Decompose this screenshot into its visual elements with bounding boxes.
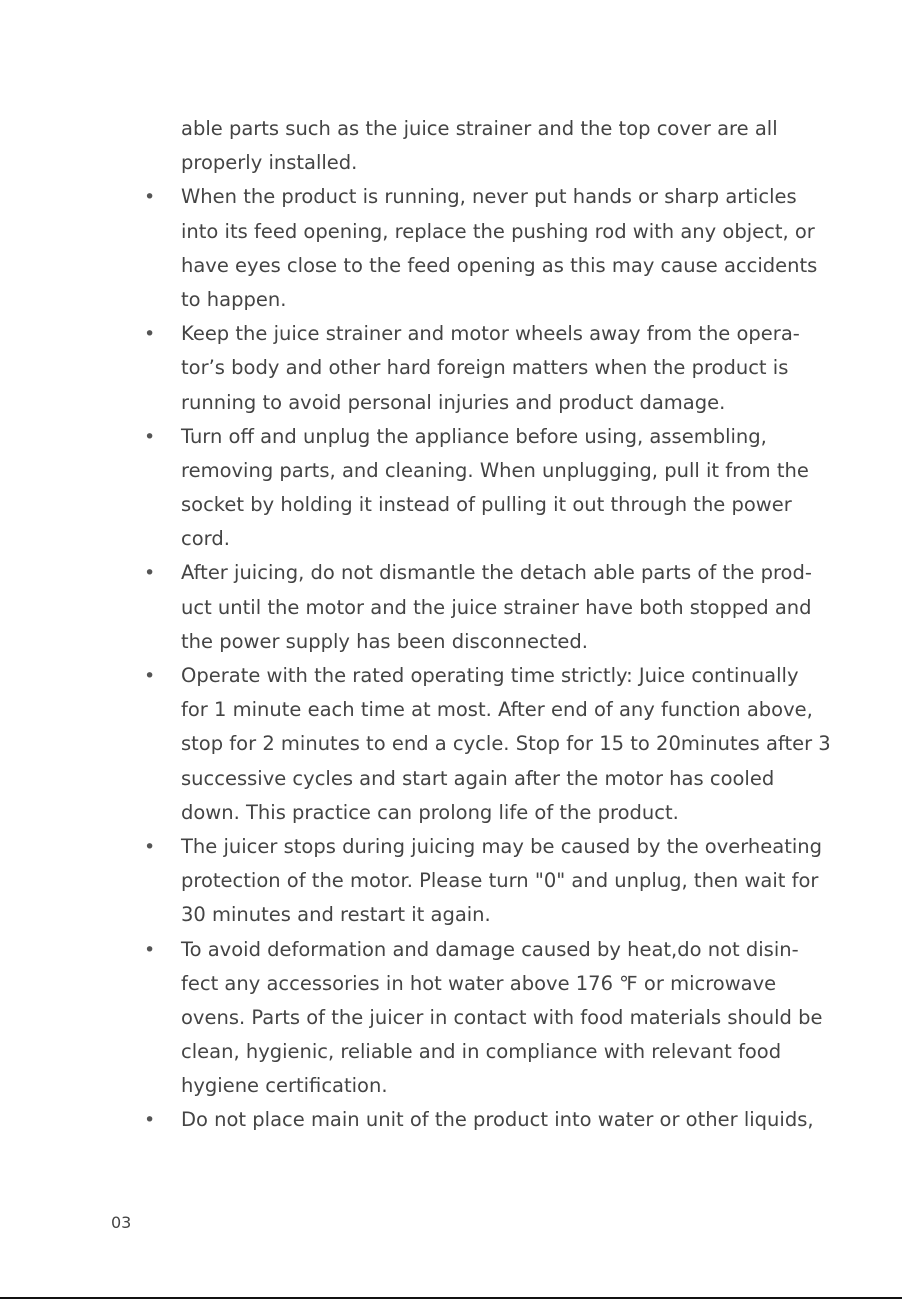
bullet-icon: •	[144, 562, 156, 585]
line-text: To avoid deformation and damage caused by heat,do not disin-	[181, 937, 799, 961]
bullet-icon: •	[144, 835, 156, 858]
line-text: Operate with the rated operating time strictly: Juice continually	[181, 664, 799, 687]
line-text: ovens. Parts of the juicer in contact with food materials should be	[181, 1005, 823, 1029]
line-text: have eyes close to the feed opening as this may cause accidents	[181, 253, 818, 277]
line-text: protection of the motor. Please turn "0" and unplug, then wait for	[181, 869, 819, 893]
line-text: Keep the juice strainer and motor wheels away from the opera-	[181, 322, 800, 346]
line-text: Turn off and unplug the appliance before using, assembling,	[181, 424, 767, 448]
line-text: After juicing, do not dismantle the detach able parts of the prod-	[181, 561, 812, 585]
line-text: 30 minutes and restart it again.	[181, 903, 491, 927]
bullet-line	[144, 830, 871, 864]
bullet-icon: •	[144, 938, 156, 961]
line-text: to happen.	[181, 287, 287, 311]
line-text: hygiene certification.	[181, 1074, 388, 1098]
line-text: properly installed.	[181, 151, 358, 175]
bullet-line	[144, 1103, 871, 1137]
text-line	[181, 898, 871, 932]
text-line	[181, 727, 871, 761]
text-line	[181, 351, 871, 385]
line-text: stop for 2 minutes to end a cycle. Stop for 15 to 20minutes after 3	[181, 732, 831, 756]
text-line	[181, 591, 871, 625]
text-line	[181, 488, 871, 522]
line-text: Do not place main unit of the product into water or other liquids,	[181, 1108, 814, 1132]
bullet-line	[144, 556, 871, 590]
text-line	[181, 967, 871, 1001]
text-line	[181, 146, 871, 180]
bullet-line	[144, 317, 871, 351]
bullet-icon: •	[144, 425, 156, 448]
text-line	[181, 215, 871, 249]
line-text: tor’s body and other hard foreign matters when the product is	[181, 356, 789, 380]
text-line	[181, 762, 871, 796]
line-text: socket by holding it instead of pulling it out through the power	[181, 493, 792, 517]
text-line	[181, 1035, 871, 1069]
line-text: running to avoid personal injuries and product damage.	[181, 390, 726, 414]
bullet-icon: •	[144, 186, 156, 209]
text-line	[181, 1001, 871, 1035]
text-line	[181, 864, 871, 898]
line-text: The juicer stops during juicing may be caused by the overheating	[181, 834, 823, 858]
text-line	[181, 112, 871, 146]
safety-instructions-text	[144, 112, 871, 1138]
bullet-line	[144, 180, 871, 214]
text-line	[181, 249, 871, 283]
bullet-icon: •	[144, 323, 156, 346]
bullet-icon: •	[144, 1109, 156, 1132]
text-line	[181, 693, 871, 727]
line-text: uct until the motor and the juice strainer have both stopped and	[181, 595, 812, 619]
text-line	[181, 386, 871, 420]
line-text: successive cycles and start again after the motor has cooled	[181, 766, 775, 790]
bullet-icon: •	[144, 665, 156, 687]
text-line	[181, 1069, 871, 1103]
bullet-line	[144, 659, 871, 693]
line-text: down. This practice can prolong life of the product.	[181, 800, 679, 824]
line-text: able parts such as the juice strainer and the top cover are all	[181, 117, 778, 140]
page-number: 03	[111, 1213, 132, 1232]
line-text: When the product is running, never put hands or sharp articles	[181, 185, 797, 209]
line-text: the power supply has been disconnected.	[181, 629, 588, 653]
line-text: fect any accessories in hot water above 176 ℉ or microwave	[181, 971, 777, 995]
line-text: removing parts, and cleaning. When unplugging, pull it from the	[181, 458, 809, 482]
line-text: clean, hygienic, reliable and in compliance with relevant food	[181, 1040, 782, 1064]
text-line	[181, 454, 871, 488]
bullet-line	[144, 933, 871, 967]
bullet-line	[144, 420, 871, 454]
text-line	[181, 625, 871, 659]
line-text: for 1 minute each time at most. After end of any function above,	[181, 698, 813, 722]
text-line	[181, 283, 871, 317]
text-line	[181, 796, 871, 830]
line-text: cord.	[181, 527, 230, 551]
text-line	[181, 522, 871, 556]
line-text: into its feed opening, replace the pushing rod with any object, or	[181, 219, 815, 243]
